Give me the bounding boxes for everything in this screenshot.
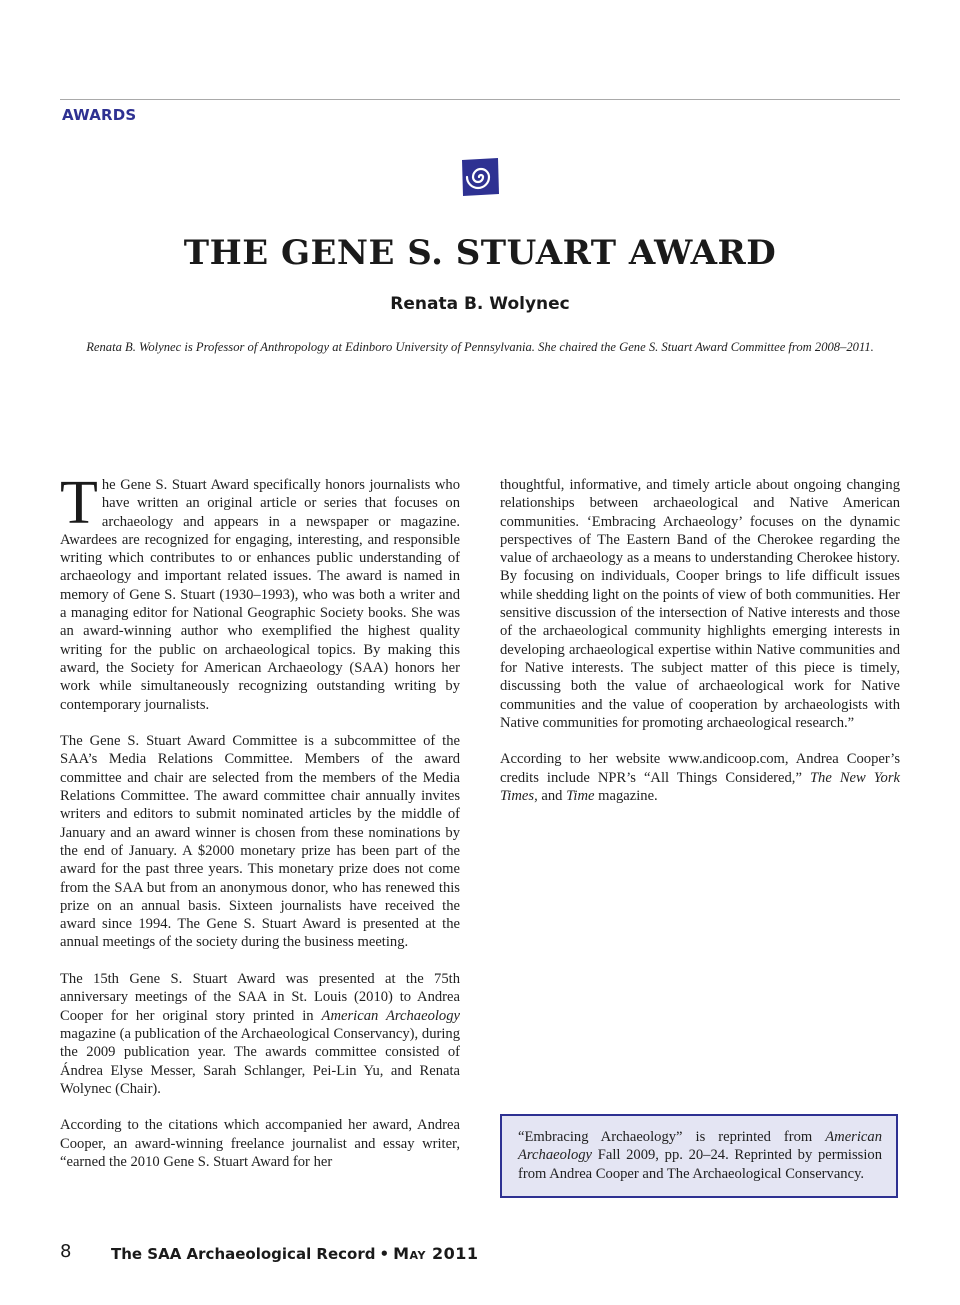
reprint-credit-text [518,1128,882,1183]
publication-title: Time [566,788,595,805]
publication-title: The New York Times [500,769,900,805]
credit-magazine-title: American Archaeology [518,1129,882,1164]
credit-text-b: Fall 2009, pp. 20–24. Reprinted by permission from Andrea Cooper and The Archaeological Conservancy. [518,1147,882,1182]
author-bio: Renata B. Wolynec is Professor of Anthropology at Edinboro University of Pennsylvania. She chaired the Gene S. Stuart Award Committee from 2008–2011. [86,340,874,354]
spiral-logo-icon [459,156,501,198]
issue-date: May 2011 [393,1244,479,1263]
footer-bullet: • [379,1245,390,1263]
paragraph-6-text-a: According to her website www.andicoop.com, Andrea Cooper’s credits include NPR’s “All Things Considered,” [500,751,900,786]
paragraph-5: thoughtful, informative, and timely article about ongoing changing relationships between archaeological and Native American communities. ‘Embracing Archaeology’ focuses on the dynamic perspectives of The Eastern Band of the Cherokee regarding the value of archaeology as a means to understanding Cherokee history. By focusing on individuals, Cooper brings to life difficult issues while shedding light on the points of view of both communities. Her sensitive discussion of the intersection of Native interests and those of the archaeological community highlights emerging interests in developing archaeological expertise within Native communities and for Native interests. The subject matter of this piece is timely, discussing both the value of archaeological work for Native communities and the value of cooperation by archaeologists with Native communities for promoting archaeological research.” [500,477,900,731]
paragraph-1-text: he Gene S. Stuart Award specifically honors journalists who have written an original article or series that focuses on archaeology and appears in a newspaper or magazine. Awardees are recognized for engaging, interesting, and responsible writing which contributes to or enhances public understanding of archaeology and important related issues. The award is named in memory of Gene S. Stuart (1930–1993), who was both a writer and a managing editor for National Geographic Society books. She was an award-winning author who exemplified the highest quality writing for the public on archaeological topics. By making this award, the Society for American Archaeology (SAA) honors her work while simultaneously recognizing outstanding writing by contemporary journalists. [60,477,460,713]
paragraph-4: According to the citations which accompanied her award, Andrea Cooper, an award-winning freelance journalist and essay writer, “earned the 2010 Gene S. Stuart Award for her [60,1117,460,1170]
paragraph-6 [500,750,900,805]
paragraph-3 [60,970,460,1098]
journal-name: The SAA Archaeological Record [111,1245,376,1263]
paragraph-2: The Gene S. Stuart Award Committee is a subcommittee of the SAA’s Media Relations Committee. Members of the award committee and chair are selected from the members of the Media Relations Committee. The award committee chair annually invites writers and editors to submit nominated articles by the middle of January and an award winner is chosen from these nominations by the end of January. A $2000 monetary prize has been part of the award for the past three years. This monetary prize does not come from the SAA but from an anonymous donor, who has renewed this prize on an annual basis. Sixteen journalists have received the award since 1994. The Gene S. Stuart Award is presented at the annual meetings of the society during the business meeting. [60,733,460,951]
right-column [500,476,900,824]
header-rule [60,99,900,100]
section-label: AWARDS [62,106,137,124]
reprint-credit-box [500,1114,898,1198]
paragraph-3-text-b: magazine (a publication of the Archaeological Conservancy), during the 2009 publication year. The awards committee consisted of Ándrea Elyse Messer, Sarah Schlanger, Pei-Lin Yu, and Renata Wolynec (Chair). [60,1025,460,1097]
paragraph-1 [60,469,460,714]
paragraph-6-text-b: , and [534,788,567,805]
drop-cap: T [60,469,98,537]
paragraph-3-text-a: The 15th Gene S. Stuart Award was presented at the 75th anniversary meetings of the SAA in St. Louis (2010) to Andrea Cooper for her original story printed in [60,971,460,1024]
credit-text-a: “Embracing Archaeology” is reprinted from [518,1129,826,1145]
article-title: THE GENE S. STUART AWARD [183,233,777,273]
paragraph-6-text-c: magazine. [594,788,658,805]
article-author: Renata B. Wolynec [390,294,570,314]
left-column [60,469,460,1190]
magazine-title: American Archaeology [321,1007,460,1024]
page-number: 8 [60,1241,72,1262]
journal-footer [111,1244,479,1263]
